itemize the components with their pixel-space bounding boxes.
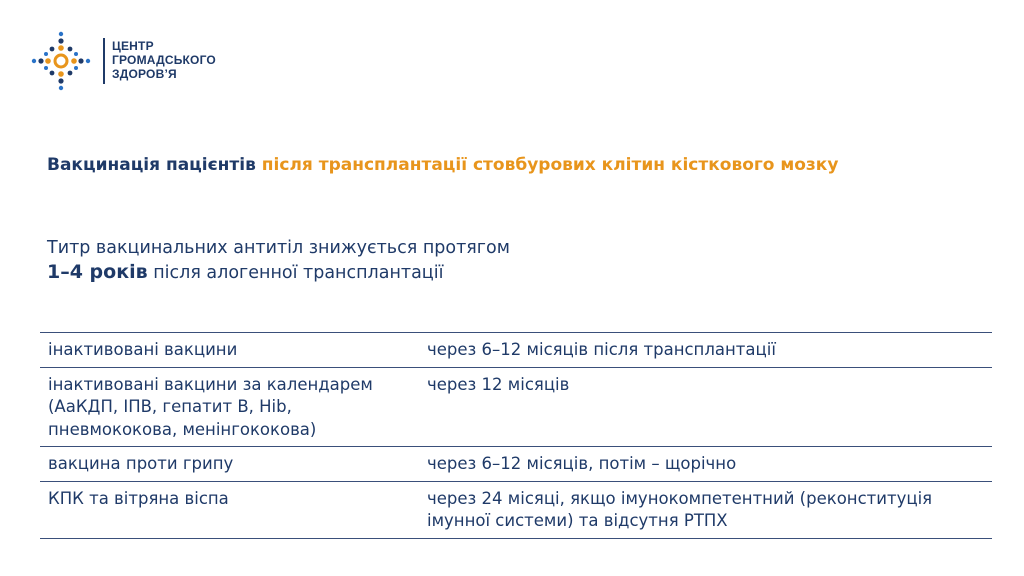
subtitle xyxy=(47,236,510,285)
vaccine-cell: інактивовані вакцини xyxy=(40,333,419,368)
subtitle-line-1: Титр вакцинальних антитіл знижується протягом xyxy=(47,238,510,258)
vaccine-cell: інактивовані вакцини за календарем (АаКДП, ІПВ, гепатит B, Hib, пневмококова, менінгококова) xyxy=(40,367,419,447)
logo-line-3: ЗДОРОВ’Я xyxy=(112,67,177,81)
timing-cell: через 6–12 місяців, потім – щорічно xyxy=(419,447,992,482)
logo-dots-icon xyxy=(30,30,92,92)
timing-cell: через 6–12 місяців після трансплантації xyxy=(419,333,992,368)
subtitle-line-2 xyxy=(47,260,510,285)
table-row xyxy=(40,367,992,447)
logo-line-1: ЦЕНТР xyxy=(112,39,154,53)
logo-text xyxy=(112,39,216,81)
timing-cell: через 12 місяців xyxy=(419,367,992,447)
table-row xyxy=(40,447,992,482)
table-row xyxy=(40,481,992,538)
vaccine-cell: вакцина проти грипу xyxy=(40,447,419,482)
organization-logo xyxy=(30,30,216,92)
title-part-2-highlighted: після трансплантації стовбурових клітин кісткового мозку xyxy=(261,155,839,175)
subtitle-emphasis: 1–4 років xyxy=(47,261,148,283)
vaccine-cell: КПК та вітряна віспа xyxy=(40,481,419,538)
timing-cell: через 24 місяці, якщо імунокомпетентний (реконституція імунної системи) та відсутня РТПХ xyxy=(419,481,992,538)
vaccination-schedule-table xyxy=(40,332,992,539)
slide-title xyxy=(47,155,838,175)
logo-line-2: ГРОМАДСЬКОГО xyxy=(112,53,216,67)
logo-divider xyxy=(103,38,105,84)
subtitle-line-2-rest: після алогенної трансплантації xyxy=(153,263,444,283)
table-row xyxy=(40,333,992,368)
title-part-1: Вакцинація пацієнтів xyxy=(47,155,256,175)
